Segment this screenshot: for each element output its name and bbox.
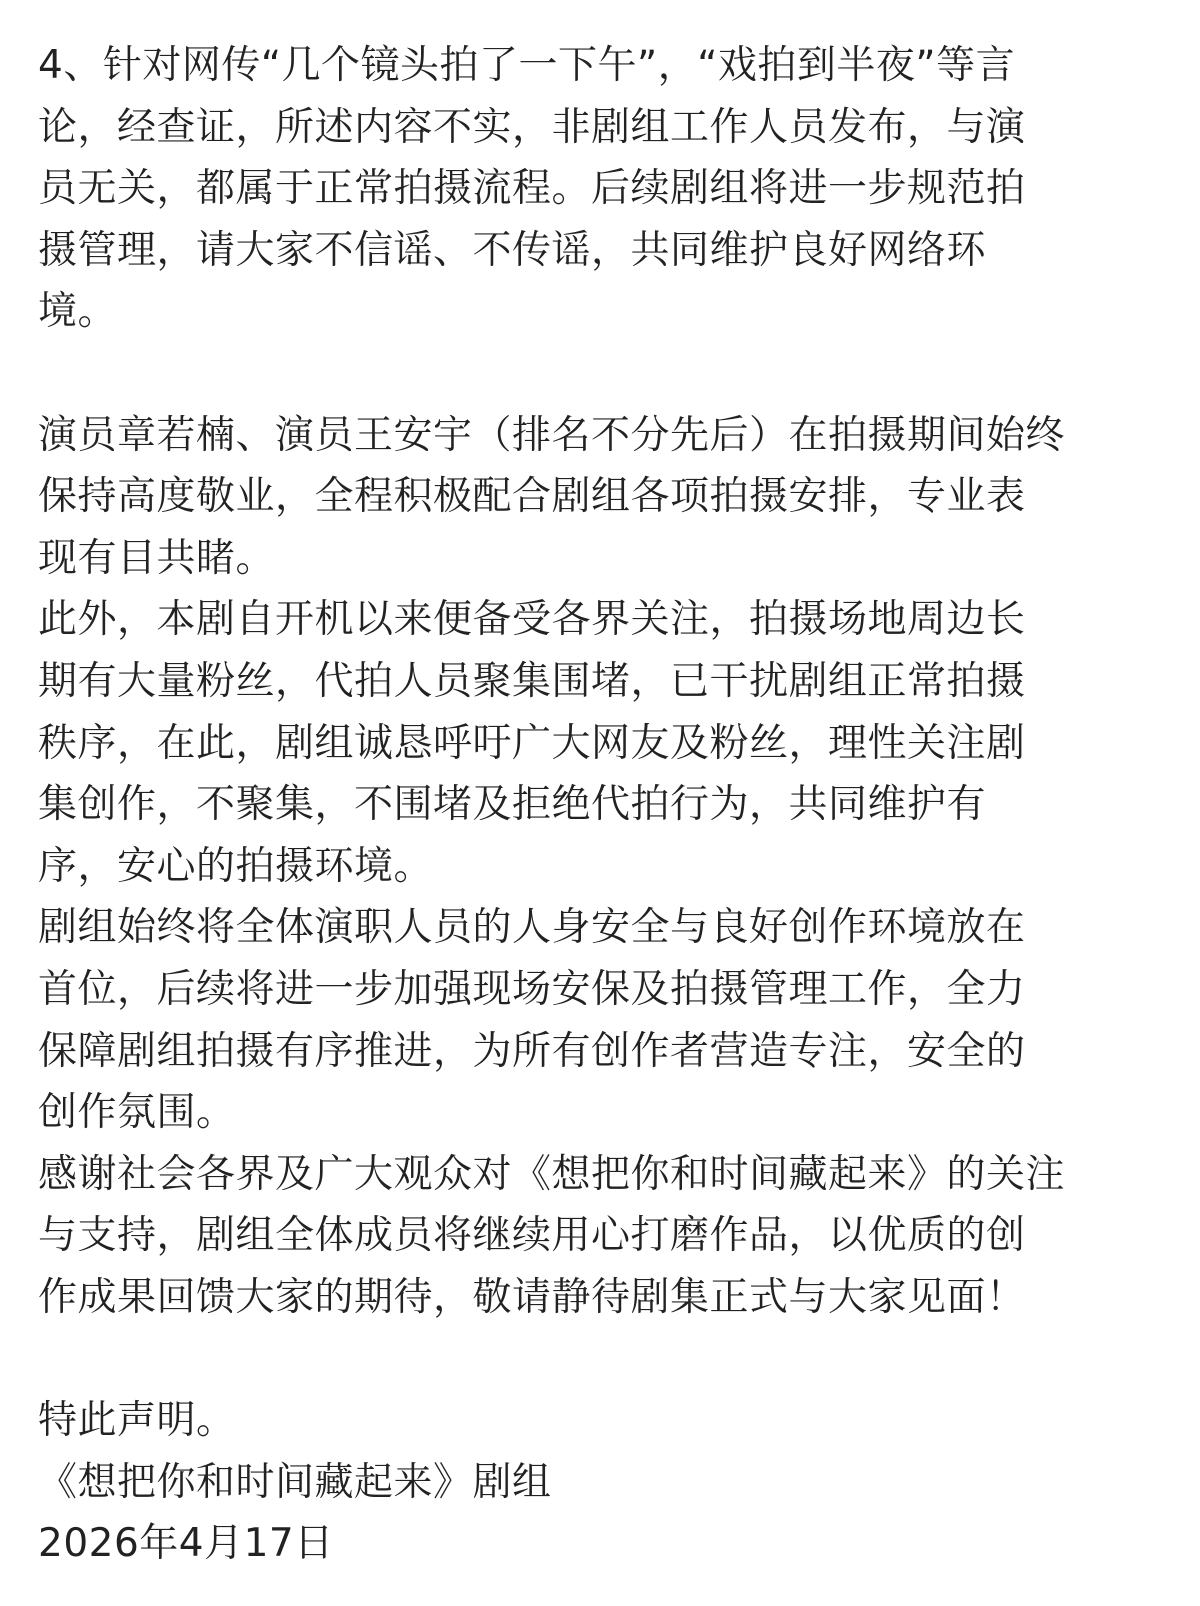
paragraph-thanks xyxy=(38,1144,1178,1329)
paragraph-safety xyxy=(38,897,1178,1143)
text-line: 保障剧组拍摄有序推进，为所有创作者营造专注，安全的 xyxy=(38,1028,1026,1074)
text-line: 作成果回馈大家的期待，敬请静待剧集正式与大家见面！ xyxy=(38,1274,1026,1320)
closing-statement: 特此声明。 xyxy=(38,1398,236,1444)
text-line: 论，经查证，所述内容不实，非剧组工作人员发布，与演 xyxy=(38,104,1026,150)
text-line: 首位，后续将进一步加强现场安保及拍摄管理工作，全力 xyxy=(38,966,1026,1012)
text-line: 4、针对网传“几个镜头拍了一下午”，“戏拍到半夜”等言 xyxy=(38,43,1016,88)
text-line: 境。 xyxy=(38,289,118,335)
text-line: 感谢社会各界及广大观众对《想把你和时间藏起来》的关注 xyxy=(38,1151,1066,1197)
statement-date: 2026年4月17日 xyxy=(38,1521,334,1567)
text-line: 保持高度敬业，全程积极配合剧组各项拍摄安排，专业表 xyxy=(38,474,1026,520)
statement-document xyxy=(38,35,1178,1575)
text-line: 集创作，不聚集，不围堵及拒绝代拍行为，共同维护有 xyxy=(38,782,987,828)
paragraph-clarification xyxy=(38,35,1178,343)
paragraph-actors xyxy=(38,405,1178,590)
text-line: 演员章若楠、演员王安宇（排名不分先后）在拍摄期间始终 xyxy=(38,412,1066,458)
closing-signature xyxy=(38,1390,1178,1575)
paragraph-spacer xyxy=(38,343,1178,405)
paragraph-fans xyxy=(38,589,1178,897)
text-line: 剧组始终将全体演职人员的人身安全与良好创作环境放在 xyxy=(38,905,1026,951)
text-line: 与支持，剧组全体成员将继续用心打磨作品，以优质的创 xyxy=(38,1213,1026,1259)
text-line: 秩序，在此，剧组诚恳呼吁广大网友及粉丝，理性关注剧 xyxy=(38,720,1026,766)
text-line: 期有大量粉丝，代拍人员聚集围堵，已干扰剧组正常拍摄 xyxy=(38,658,1026,704)
text-line: 摄管理，请大家不信谣、不传谣，共同维护良好网络环 xyxy=(38,227,987,273)
paragraph-spacer xyxy=(38,1328,1178,1390)
text-line: 现有目共睹。 xyxy=(38,535,276,581)
text-line: 此外，本剧自开机以来便备受各界关注，拍摄场地周边长 xyxy=(38,597,1026,643)
text-line: 序，安心的拍摄环境。 xyxy=(38,843,434,889)
signer-name: 《想把你和时间藏起来》剧组 xyxy=(38,1459,552,1505)
text-line: 员无关，都属于正常拍摄流程。后续剧组将进一步规范拍 xyxy=(38,166,1026,212)
text-line: 创作氛围。 xyxy=(38,1090,236,1136)
